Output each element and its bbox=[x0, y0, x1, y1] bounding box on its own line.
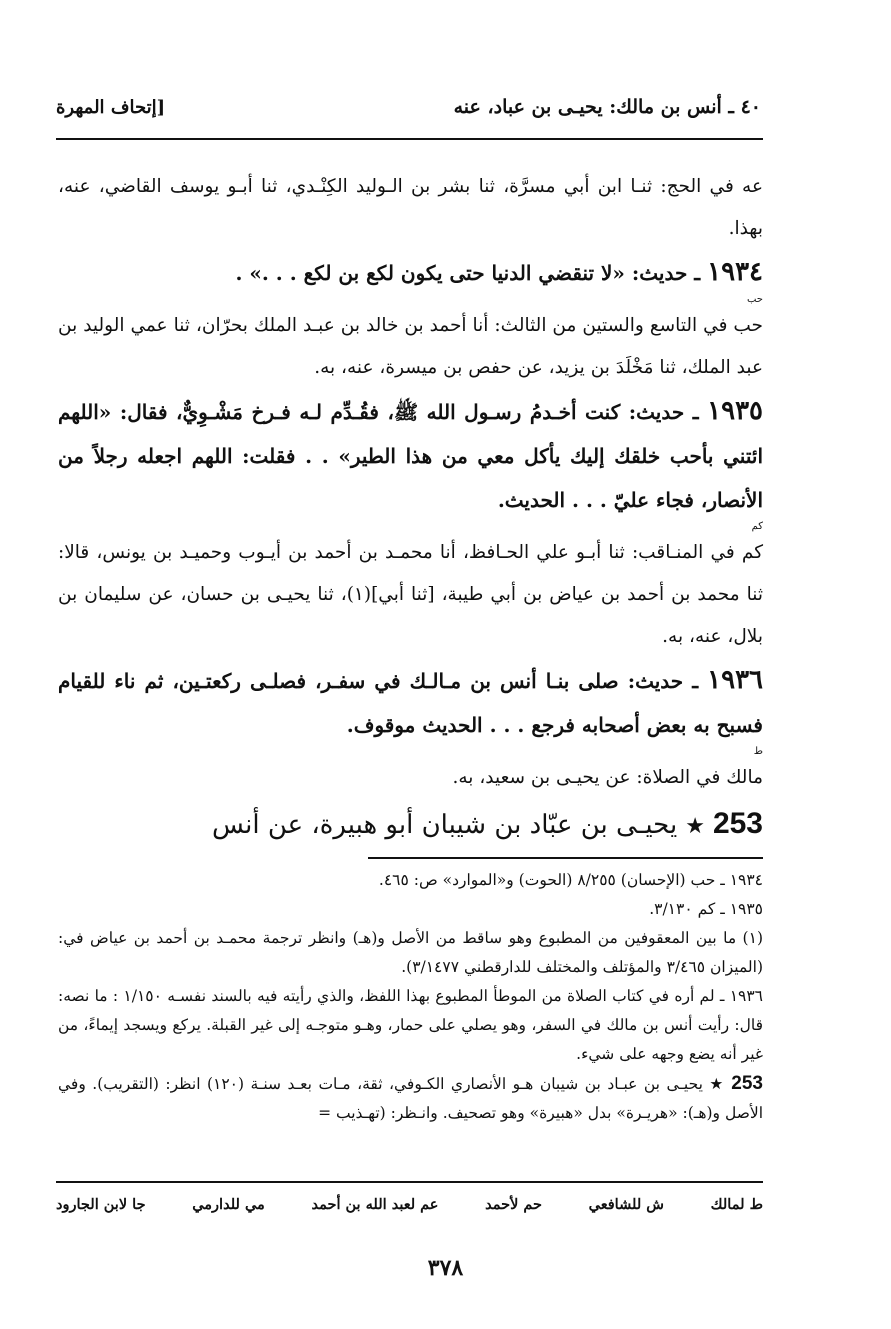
abbreviation-item: حم لأحمد bbox=[485, 1196, 543, 1213]
abbreviation-item: عم لعبد الله بن أحمد bbox=[311, 1196, 439, 1213]
hadith-number-1935: ١٩٣٥ bbox=[707, 396, 763, 426]
hadith-text-1934: ـ حديث: «لا تنقضي الدنيا حتى يكون لكع بن لكع . . .» . bbox=[235, 261, 708, 285]
page-number: ٣٧٨ bbox=[427, 1255, 464, 1281]
footnote-rule bbox=[368, 857, 763, 859]
footnote-number-253: 253 bbox=[731, 1073, 763, 1094]
footnote-1934: ١٩٣٤ ـ حب (الإحسان) ٨/٢٥٥ (الحوت) و«الموارد» ص: ٤٦٥. bbox=[378, 871, 763, 889]
header-book-name: [إتحاف المهرة bbox=[56, 96, 166, 118]
footnote-1936: ١٩٣٦ ـ لم أره في كتاب الصلاة من الموطأ المطبوع بهذا اللفظ، والذي رأيته فيه بالسند نفسـه ١/١٥٠ : ما نصه: قال: رأيت أنس بن مالك في السفر، وهو يصلي على حمار، وهـو متوجـه إلى غير القبلة. يركع ويسجد إيماءً، من غير أنه يضع وجهه على شيء. bbox=[58, 987, 763, 1063]
margin-siglum-1935: كم bbox=[751, 521, 763, 532]
footnote-star-icon: ★ bbox=[709, 1075, 725, 1093]
hadith-text-1936: ـ حديث: صلى بنـا أنس بن مـالـك في سفـر، فصلـى ركعتـين، ثم ناء للقيام فسبح به بعض أصحابه فرجع . . . الحديث موقوف. bbox=[58, 669, 763, 737]
hadith-text-1935: ـ حديث: كنت أخـدمُ رسـول الله ﷺ، فقُـدِّم لـه فـرخ مَشْـوِيٌّ، فقال: «اللهم ائتني بأحب خلقك إليك يأكل معي من هذا الطير» . . فقلت: اللهم اجعله رجلاً من الأنصار، فجاء عليّ . . . الحديث. bbox=[58, 400, 763, 512]
entry-number-253: 253 bbox=[712, 807, 763, 840]
hadith-1935 bbox=[58, 389, 763, 522]
abbreviation-item: ط لمالك bbox=[710, 1196, 763, 1213]
margin-siglum-1934: حب bbox=[746, 294, 763, 305]
hadith-number-1934: ١٩٣٤ bbox=[707, 257, 763, 287]
paragraph-isnad-manaqib: كم في المنـاقب: ثنا أبـو علي الحـافظ، أنا محمـد بن أحمد بن أيـوب وحميـد بن يونس، قالا: ثنا محمد بن أحمد بن عياض بن أبي طيبة، [ثنا أبي](١)، ثنا يحيـى بن حسان، عن سليمان بن بلال، عنه، به. bbox=[58, 542, 764, 647]
main-text bbox=[58, 166, 763, 850]
footnote-1: (١) ما بين المعقوفين من المطبوع وهو ساقط من الأصل و(هـ) وانظر ترجمة محمـد بن أحمد بن عياض في: (الميزان ٣/٤٦٥ والمؤتلف والمختلف للدارقطني ٣/١٤٧٧). bbox=[58, 929, 763, 976]
abbreviations-rule bbox=[56, 1181, 763, 1183]
paragraph-isnad-hajj: عه في الحج: ثنـا ابن أبي مسرَّة، ثنا بشر بن الـوليد الكِنْـدي، ثنا أبـو يوسف القاضي، عنه، بهذا. bbox=[58, 176, 763, 239]
abbreviation-item: جا لابن الجارود bbox=[56, 1196, 146, 1213]
footnote-1935: ١٩٣٥ ـ كم ٣/١٣٠. bbox=[649, 900, 763, 918]
abbreviation-item: ش للشافعي bbox=[588, 1196, 665, 1213]
paragraph-isnad-hibban: حب في التاسع والستين من الثالث: أنا أحمد بن خالد بن عبـد الملك بحرّان، ثنا عمي الوليد بن عبد الملك، ثنا مَخْلَدَ بن يزيد، عن حفص بن ميسرة، عنه، به. bbox=[58, 315, 763, 378]
header-title: ٤٠ ـ أنس بن مالك: يحيـى بن عباد، عنه bbox=[453, 96, 761, 118]
star-icon: ★ bbox=[685, 814, 705, 839]
hadith-1936 bbox=[58, 658, 763, 747]
header-rule bbox=[56, 138, 763, 140]
footnote-text-253: يحيـى بن عبـاد بن شيبان هـو الأنصاري الكـوفي، ثقة، مـات بعـد سنـة (١٢٠) انظر: (التقريب). وفي الأصل و(هـ): «هريـرة» بدل «هبيرة» وهو تصحيف. وانـظر: (تهـذيب = bbox=[58, 1075, 763, 1122]
abbreviations-key bbox=[56, 1196, 763, 1213]
footnotes bbox=[58, 866, 763, 1128]
narrator-name-253: يحيـى بن عبّاد بن شيبان أبو هبيرة، عن أنس bbox=[211, 810, 678, 840]
hadith-number-1936: ١٩٣٦ bbox=[707, 665, 763, 695]
running-header bbox=[56, 92, 761, 122]
paragraph-isnad-malik: مالك في الصلاة: عن يحيـى بن سعيد، به. bbox=[452, 767, 763, 788]
margin-siglum-1936: ط bbox=[753, 746, 763, 757]
abbreviation-item: مي للدارمي bbox=[192, 1196, 265, 1213]
narrator-entry-253 bbox=[58, 801, 763, 850]
footnote-253 bbox=[58, 1069, 763, 1128]
hadith-1934 bbox=[58, 250, 763, 295]
